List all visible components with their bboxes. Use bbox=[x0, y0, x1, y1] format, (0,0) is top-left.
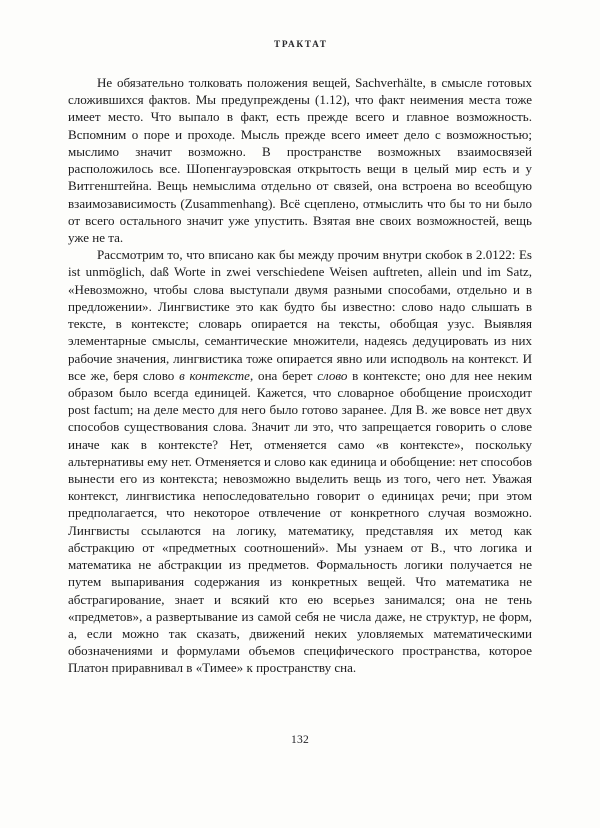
text-block bbox=[68, 74, 532, 677]
paragraph bbox=[68, 74, 532, 246]
body-text: , она берет bbox=[249, 367, 318, 383]
running-head: ТРАКТАТ bbox=[274, 40, 328, 50]
emphasized-text: слово bbox=[317, 367, 348, 383]
paragraph bbox=[68, 246, 532, 676]
body-text: в контексте; оно для нее неким образом было всегда единицей. Кажется, что словарное обобщение происходит post factum; на деле место для него было готово заранее. Для В. же вовсе нет двух способов существования слова. Значит ли это, что запрещается говорить о слове иначе как в контексте? Нет, отменяется само «в контексте», поскольку альтернативы ему нет. Отменяется и слово как единица и обобщение: нет способов вынести его из контекста; невозможно выделить вещь из того, чего нет. Уважая контекст, лингвистика непоследовательно говорит о единицах речи; при этом предполагается, что некоторое отвлечение от конкретного случая возможно. Лингвисты ссылаются на логику, математику, представляя их метод как абстракцию от «предметных соотношений». Мы узнаем от В., что логика и математика не абстракции из предметов. Формальность логики получается не путем выпаривания содержания из конкретных вещей. Что математика не абстрагирование, знает и всякий кто ею всерьез занимался; она не тень «предметов», а развертывание из самой себя не числа даже, не структур, не форм, а, если можно так сказать, движений неких уловляемых математическими обозначениями и формулами объемов специфического пространства, которое Платон приравнивал в «Тимее» к пространству сна. bbox=[68, 367, 532, 676]
body-text: Не обязательно толковать положения вещей, Sachverhälte, в смысле готовых сложившихся фактов. Мы предупреждены (1.12), что факт неимения места тоже имеет место. Что выпало в факт, есть прежде всего и главное возможность. Вспомним о поре и проходе. Мысль прежде всего имеет дело с возможностью; мыслимо значит возможно. В пространстве возможных взаимосвязей расположилось все. Шопенгауэровская открытость вещи в целый мир есть и у Витгенштейна. Вещь немыслима отдельно от связей, она встроена во всеобщую взаимозависимость (Zusammenhang). Всё сцеплено, отмыслить что бы то ни было от всего остального значит уже упустить. Взятая вне своих возможностей, вещь уже не та. bbox=[68, 75, 532, 245]
page-number: 132 bbox=[291, 733, 309, 746]
body-text: Рассмотрим то, что вписано как бы между прочим внутри скобок в 2.0122: Es ist unmöglich, daß Worte in zwei verschiedene Weisen auftreten, allein und im Satz, «Невозможно, чтобы слова выступали двумя разными способами, отдельно и в предложении». Лингвистике это как будто бы известно: слово надо слышать в тексте, в контексте; словарь опирается на тексты, обобщая узус. Выявляя элементарные смыслы, семантические множители, надеясь дедуцировать из них рабочие значения, лингвистика тоже опирается явно или исподволь на контекст. И все же, беря слово bbox=[68, 247, 532, 383]
emphasized-text: в контексте bbox=[179, 367, 250, 383]
